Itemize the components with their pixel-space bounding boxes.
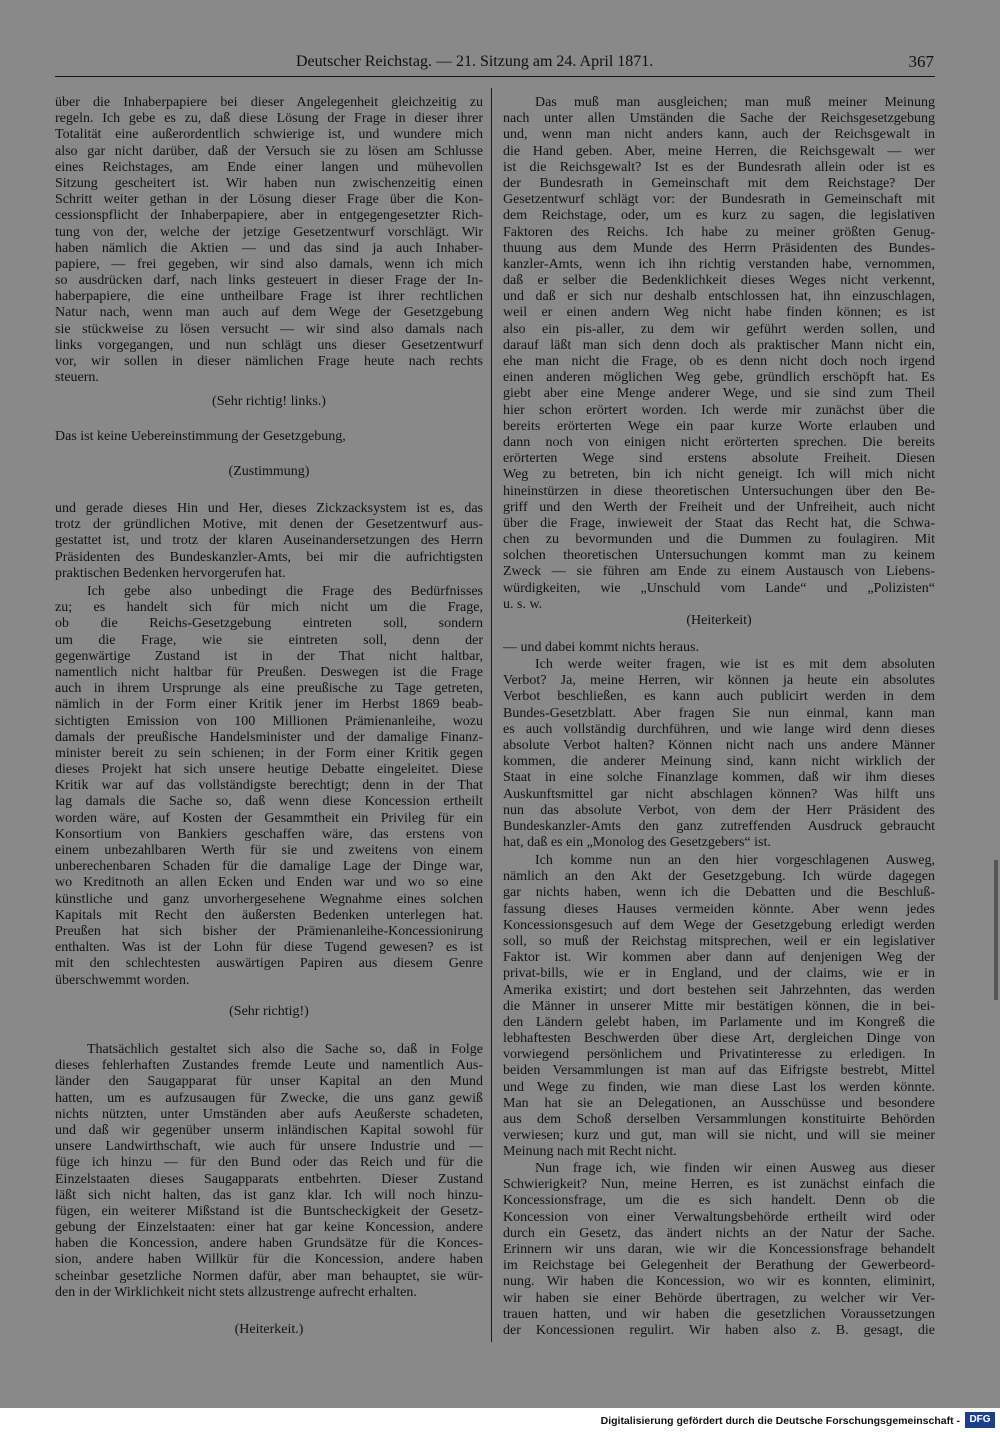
paragraph-inhaberpapiere bbox=[55, 95, 483, 386]
text-line: Ich komme nun an den hier vorgeschlagenen Ausweg, bbox=[535, 853, 935, 868]
text-line: mit den schlechtesten auswärtigen Papiren aus diesem Genre bbox=[55, 956, 483, 972]
text-line: Erinnern wir uns daran, wie wir die Koncessionsfrage behandelt bbox=[503, 1241, 935, 1257]
page-number: 367 bbox=[908, 52, 934, 71]
text-line: cessionspflicht der Inhaberpapiere, aber in entgegengesetzter Rich- bbox=[55, 208, 483, 224]
text-line: Zweck — sie führen am Ende zu einem Austausch von Liebens- bbox=[503, 564, 935, 580]
text-line: so ausdrücken darf, nach links gesteuert in dieser Frage der In- bbox=[55, 273, 483, 289]
text-line: nichts nützten, unter Umständen aber aufs Aeußerste schadeten, bbox=[55, 1106, 483, 1122]
text-line: ist die Reichsgewalt? Ist es der Bundesrath allein oder ist es bbox=[503, 159, 935, 175]
text-line: und Wege zu finden, wie man diese Last los werden könnte. bbox=[503, 1079, 935, 1095]
text-line: haberpapiere, die eine untheilbare Frage ist ihrer rechtlichen bbox=[55, 289, 483, 305]
header-rule bbox=[55, 76, 935, 77]
text-line: nach unter allen Umständen die Sache der Reichsgesetzgebung bbox=[503, 111, 935, 127]
text-line: und gerade dieses Hin und Her, dieses Zickzacksystem ist es, das bbox=[55, 501, 483, 516]
text-line: vor, wir sollen in dieser nämlichen Frage heute nach rechts bbox=[55, 354, 483, 369]
text-line: thuung aus dem Munde des Herrn Präsidenten des Bundes- bbox=[503, 240, 935, 256]
text-line: ob die Reichs-Gesetzgebung eintreten soll, sondern bbox=[55, 616, 483, 632]
text-line: haben nämlich die Aktien — und das sind ja auch Inhaber- bbox=[55, 240, 483, 256]
text-line: dann noch von einigen nicht erörterten sprechen. Die bereits bbox=[503, 434, 935, 450]
text-line: Natur nach, wenn man auch auf dem Wege der Gesetzgebung bbox=[55, 305, 483, 321]
paragraph-uebereinstimmung: Das ist keine Uebereinstimmung der Gesetzgebung, bbox=[55, 429, 346, 444]
interjection-zustimmung: (Zustimmung) bbox=[228, 464, 310, 479]
text-line: Man hat sie an Delegationen, an Ausschüsse und besondere bbox=[503, 1095, 935, 1111]
text-line: der Koncessionen regulirt. Wir haben also z. B. gesagt, die bbox=[503, 1322, 935, 1338]
text-line: lebhaftesten Beschwerden über diese Art, dergleichen Dinge von bbox=[503, 1031, 935, 1047]
text-line: Bundes-Gesetzblatt. Aber fragen Sie nun einmal, kann man bbox=[503, 705, 935, 721]
text-line: einen anderen möglichen Weg gebe, gründlich erschöpft hat. Es bbox=[503, 370, 935, 386]
text-line: aus dem Schoß derselben Versammlungen konstituirte Behörden bbox=[503, 1112, 935, 1127]
text-line: läßt sich nicht halten, das ist ganz klar. Ich will noch hinzu- bbox=[55, 1187, 483, 1203]
text-line: vorwiegend persönlichem und Privatinteresse zu erledigen. In bbox=[503, 1047, 935, 1063]
text-line: durch ein Gesetz, das ändert nichts an der Natur der Sache. bbox=[503, 1225, 935, 1241]
text-line: füge ich hinzu — für den Bund oder das Reich und für die bbox=[55, 1155, 483, 1171]
text-line: und daß er sich nur deshalb entschlossen hat, ihn einzuschlagen, bbox=[503, 289, 935, 305]
text-line: künstliche und ganz unvorhergesehene Wegnahme eines solchen bbox=[55, 891, 483, 907]
text-line: hier schon erörtert worden. Ich werde mir zunächst über die bbox=[503, 402, 935, 418]
text-line: zu; es handelt sich für mich nicht um die Frage, bbox=[55, 600, 483, 616]
text-line: Das muß man ausgleichen; man muß meiner Meinung bbox=[535, 95, 935, 110]
text-line: bereits erörterten Wege ein paar kurze Worte erlauben und bbox=[503, 418, 935, 434]
text-line: Auskunftsmittel gar nicht abschlagen können? Was hilft uns bbox=[503, 786, 935, 802]
running-title: Deutscher Reichstag. — 21. Sitzung am 24. April 1871. bbox=[296, 53, 654, 70]
text-line: auch in ihrem Ursprunge als eine preußische zu Tage getreten, bbox=[55, 681, 483, 697]
text-line: weil er einen andern Weg nicht habe finden können; es ist bbox=[503, 305, 935, 321]
text-line: Thatsächlich gestaltet sich also die Sache so, daß in Folge bbox=[87, 1042, 483, 1057]
text-line: nämlich in der Form einer Kritik jener im Herbst 1869 beab- bbox=[55, 697, 483, 713]
text-line: eines Reichstages, am Ende einer langen und mühevollen bbox=[55, 159, 483, 175]
paragraph-akt-der-gesetzgebung bbox=[503, 853, 935, 1161]
text-line: steuern. bbox=[55, 370, 99, 386]
text-line: dieses fehlerhaften Zustandes fremde Leute und namentlich Aus- bbox=[55, 1058, 483, 1074]
text-line: Faktor ist. Wir kommen aber dann auf denjenigen Weg der bbox=[503, 950, 935, 966]
text-line: u. s. w. bbox=[503, 596, 543, 612]
text-line: also gar nicht darüber, daß der Versuch sie zu lösen am Schlusse bbox=[55, 143, 483, 159]
text-line: Weg zu betreten, bin ich nicht geneigt. Ich will mich nicht bbox=[503, 467, 935, 483]
text-line: enthalten. Was ist der Lohn für diese Tugend gewesen? es ist bbox=[55, 940, 483, 956]
text-line: Sitzung gescheitert ist. Wir haben nun zwischenzeitig einen bbox=[55, 175, 483, 191]
text-line: unberechenbaren Schaden für die damalige Lage der Dinge war, bbox=[55, 859, 483, 875]
text-line: trotz der gründlichen Motive, mit denen der Gesetzentwurf aus- bbox=[55, 517, 483, 533]
text-line: Amerika existirt; und dort bestehen seit Jahrzehnten, das werden bbox=[503, 982, 935, 998]
paragraph-koncessionsfrage bbox=[503, 1161, 935, 1339]
text-line: Schritt weiter gethan in der Lösung dieser Frage über die Kon- bbox=[55, 192, 483, 208]
text-line: hat, daß es ein „Monolog des Gesetzgebers“ ist. bbox=[503, 835, 771, 851]
text-line: nung. Wir haben die Koncession, wo wir es konnten, eliminirt, bbox=[503, 1274, 935, 1290]
text-line: Meinung nach mit Recht nicht. bbox=[503, 1144, 677, 1160]
text-line: über die Frage, inwieweit der Staat das Recht hat, die Schwa- bbox=[503, 515, 935, 531]
text-line: papiere, — frei gegeben, wir sind also damals, wenn ich mich bbox=[55, 256, 483, 272]
paragraph-reichsgewalt bbox=[503, 95, 935, 613]
text-line: hatten, um es aufzusaugen für Zwecke, die uns ganz gewiß bbox=[55, 1090, 483, 1106]
text-line: einem unbezahlbaren Werth für sie und zweitens von einem bbox=[55, 843, 483, 858]
text-line: sichtigten Emission von 100 Millionen Prämienanleihe, wozu bbox=[55, 713, 483, 729]
text-line: Nun frage ich, wie finden wir einen Ausweg aus dieser bbox=[535, 1161, 935, 1176]
text-line: namentlich nicht haltbar für Preußen. Deswegen ist die Frage bbox=[55, 664, 483, 680]
text-line: hineinstürzen in diese theoretischen Untersuchungen über den Be- bbox=[503, 483, 935, 499]
text-line: Konsortium von Bankiers geschaffen wäre, das erstens von bbox=[55, 826, 483, 842]
text-line: und, wenn man nicht anders kann, auch der Reichsgewalt in bbox=[503, 127, 935, 143]
text-line: würdigkeiten, wie „Unschuld vom Lande“ und „Polizisten“ bbox=[503, 580, 935, 596]
text-line: ehe man nicht die Frage, ob es denn nicht doch noch irgend bbox=[503, 354, 935, 369]
paragraph-saugapparat bbox=[55, 1042, 483, 1301]
text-line: regeln. Ich gebe es zu, daß diese Lösung der Frage in dieser ihrer bbox=[55, 111, 483, 127]
text-line: dem Reichstage, oder, um es kurz zu sagen, die legislativen bbox=[503, 208, 935, 224]
text-line: fassung dieses Hauses vermeiden könnte. Aber wenn jedes bbox=[503, 901, 935, 917]
text-line: wir haben sie einer Behörde übertragen, zu welcher wir Ver- bbox=[503, 1290, 935, 1306]
text-line: nämlich an den Akt der Gesetzgebung. Ich würde dagegen bbox=[503, 869, 935, 885]
text-line: Koncessionsfrage, um die es sich handelt. Denn ob die bbox=[503, 1193, 935, 1209]
text-line: wo Kreditnoth an allen Ecken und Enden war und wo so eine bbox=[55, 875, 483, 891]
text-line: nun das absolute Verbot, von dem der Herr Präsident des bbox=[503, 802, 935, 818]
text-line: Ich gebe also unbedingt die Frage des Bedürfnisses bbox=[87, 584, 483, 599]
text-line: lag damals die Sache so, daß wenn diese Koncession ertheilt bbox=[55, 794, 483, 810]
text-line: Gesetzentwurf schlägt vor: der Bundesrath in Gemeinschaft mit bbox=[503, 192, 935, 208]
text-line: überschwemmt worden. bbox=[55, 972, 190, 988]
text-line: die Männer in unserer Mitte mir bestätigen können, die in bei- bbox=[503, 998, 935, 1014]
text-line: darauf läßt man sich denn doch als praktischer Mann nicht ein, bbox=[503, 337, 935, 353]
text-line: tung von der, welche der jetzige Gesetzentwurf vorschlägt. Wir bbox=[55, 224, 483, 240]
text-line: also ein pis-aller, zu dem wir geführt werden sollen, und bbox=[503, 321, 935, 337]
text-line: Einzelstaaten dieses Saugapparats entbehrten. Dieser Zustand bbox=[55, 1171, 483, 1187]
text-line: worden wäre, auf Kosten der Gesammtheit ein Privileg für ein bbox=[55, 810, 483, 826]
text-line: kanzler-Amts, wenn ich ihn richtig verstanden habe, vernommen, bbox=[503, 256, 935, 272]
text-line: Ich werde weiter fragen, wie ist es mit dem absoluten bbox=[535, 657, 935, 672]
text-line: solchen theoretischen Untersuchungen kommt man zu keinem bbox=[503, 548, 935, 564]
text-line: minister bereit zu sein schienen; in der Form einer Kritik gegen bbox=[55, 745, 483, 761]
text-line: gegenwärtige Zustand ist in der That nicht haltbar, bbox=[55, 648, 483, 664]
dfg-logo: DFG bbox=[965, 1412, 995, 1428]
text-line: links vorgegangen, und nun schlägt uns dieser Gesetzentwurf bbox=[55, 337, 483, 353]
text-line: Schwierigkeit? Nun, meine Herren, es ist zunächst einfach die bbox=[503, 1177, 935, 1193]
text-line: absolute Verbot halten? Können nicht nach uns andere Männer bbox=[503, 737, 935, 753]
text-line: Präsidenten des Bundeskanzler-Amts, bei mir die aufrichtigsten bbox=[55, 549, 483, 565]
column-divider bbox=[491, 88, 492, 1342]
text-line: scheinbar gesetzliche Normen dafür, aber man behauptet, sie wür- bbox=[55, 1268, 483, 1284]
funding-credit: Digitalisierung gefördert durch die Deutsche Forschungsgemeinschaft - bbox=[600, 1415, 960, 1427]
text-line: den in der Wirklichkeit nicht stets allzustrenge aufrecht erhalten. bbox=[55, 1284, 417, 1300]
text-line: um die Frage, wie sie eintreten soll, denn der bbox=[55, 632, 483, 648]
text-line: praktischen Bedenken hervorgerufen hat. bbox=[55, 565, 286, 581]
text-line: Verbot? Ja, meine Herren, wir können ja heute ein absolutes bbox=[503, 673, 935, 689]
text-line: dieses Projekt hat sich unsere heutige Debatte eingeleitet. Diese bbox=[55, 762, 483, 778]
text-line: Verbot beschließen, es kann auch publicirt werden in dem bbox=[503, 689, 935, 705]
text-line: die Hand geben. Aber, meine Herren, die Reichsgewalt — wer bbox=[503, 143, 935, 159]
text-line: länder den Saugapparat für unser Kapital an den Mund bbox=[55, 1074, 483, 1090]
text-line: damals der preußische Handelsminister und der damalige Finanz- bbox=[55, 729, 483, 745]
text-line: im Reichstage bei Gelegenheit der Berathung der Gewerbeord- bbox=[503, 1258, 935, 1274]
text-line: fügen, ein weiterer Mißstand ist die Buntscheckigkeit der Gesetz- bbox=[55, 1203, 483, 1219]
interjection-heiterkeit-right: (Heiterkeit) bbox=[686, 613, 752, 628]
text-line: Faktoren des Reichs. Ich habe zu meiner größten Genug- bbox=[503, 224, 935, 240]
text-line: chen zu bevormunden und die Dummen zu foulagiren. Mit bbox=[503, 532, 935, 548]
interjection-heiterkeit-left: (Heiterkeit.) bbox=[234, 1322, 304, 1337]
text-line: den Ländern gelebt haben, im Parlamente und im Kongreß die bbox=[503, 1014, 935, 1030]
text-line: haben die Koncession, andere haben Grundsätze für die Konces- bbox=[55, 1236, 483, 1252]
text-line: sion, andere haben Willkür für die Koncession, andere haben bbox=[55, 1252, 483, 1268]
paragraph-beduerfnis bbox=[55, 584, 483, 989]
text-line: griff und den Werth der Freiheit und der Unfreiheit, auch nicht bbox=[503, 499, 935, 515]
text-line: kommen, die anderer Meinung sind, kann nicht wirklich der bbox=[503, 754, 935, 770]
text-line: verwiesen; kurz und gut, man will sie nicht, und will sie meiner bbox=[503, 1128, 935, 1144]
paragraph-zickzacksystem bbox=[55, 501, 483, 582]
text-line: Kritik war auf das vollständigste berechtigt; denn in der That bbox=[55, 778, 483, 794]
text-line: trauen hatten, und wir haben die gesetzlichen Voraussetzungen bbox=[503, 1306, 935, 1322]
text-line: privat-bills, wie er in England, und der claims, wie er in bbox=[503, 966, 935, 982]
scan-edge-mark bbox=[994, 860, 998, 1000]
text-line: Koncessionsgesuch auf dem Wege der Gesetzgebung erledigt werden bbox=[503, 917, 935, 933]
text-line: giebt aber eine Menge anderer Wege, und sie sind zum Theil bbox=[503, 386, 935, 402]
paragraph-nichts-heraus: — und dabei kommt nichts heraus. bbox=[503, 640, 699, 655]
text-line: gestattet ist, und trotz der klaren Auseinandersetzungen des Herrn bbox=[55, 533, 483, 549]
text-line: Totalität eine außerordentlich schwierige ist, und wundere mich bbox=[55, 127, 483, 143]
paragraph-absolutes-verbot bbox=[503, 657, 935, 851]
text-line: Koncession von einer Verwaltungsbehörde ertheilt wird oder bbox=[503, 1209, 935, 1225]
text-line: Kapitals mit Recht den äußersten Bedenken unterlegen hat. bbox=[55, 907, 483, 923]
text-line: gar nichts haben, wenn ich die Debatten und die Beschluß- bbox=[503, 885, 935, 901]
text-line: Preußen hat sich bisher der Prämienanleihe-Koncessionirung bbox=[55, 923, 483, 939]
text-line: Staat in eine solche Finanzlage kommen, daß wir ihm dieses bbox=[503, 770, 935, 786]
text-line: unsere Landwirthschaft, wie auch für unsere Industrie und — bbox=[55, 1139, 483, 1155]
interjection-sehr-richtig: (Sehr richtig!) bbox=[229, 1004, 309, 1019]
dfg-footer bbox=[0, 1408, 1000, 1432]
text-line: und daß wir gegenüber unserm inländischen Kapital sowohl für bbox=[55, 1122, 483, 1138]
text-line: es auch vollständig durchführen, und wie lange wird denn dieses bbox=[503, 721, 935, 737]
interjection-sehr-richtig-links: (Sehr richtig! links.) bbox=[212, 394, 326, 409]
text-line: über die Inhaberpapiere bei dieser Angelegenheit gleichzeitig zu bbox=[55, 95, 483, 110]
text-line: beiden Versammlungen ist man auf das Eifrigste bestrebt, Mittel bbox=[503, 1063, 935, 1079]
text-line: erörterten Wege sind erstens absolute Freiheit. Diesen bbox=[503, 451, 935, 467]
text-line: sie stückweise zu lösen versucht — wir sind also damals nach bbox=[55, 321, 483, 337]
text-line: daß er selber die Bedenklichkeit dieses Weges nicht verkennt, bbox=[503, 273, 935, 289]
text-line: soll, so muß der Reichstag mitsprechen, weil er ein legislativer bbox=[503, 933, 935, 949]
text-line: der Bundesrath in Gemeinschaft mit dem Reichstage? Der bbox=[503, 175, 935, 191]
text-line: gebung der Einzelstaaten: einer hat gar keine Koncession, andere bbox=[55, 1220, 483, 1236]
text-line: Bundeskanzler-Amts den ganz zutreffenden Ausdruck gebraucht bbox=[503, 818, 935, 834]
